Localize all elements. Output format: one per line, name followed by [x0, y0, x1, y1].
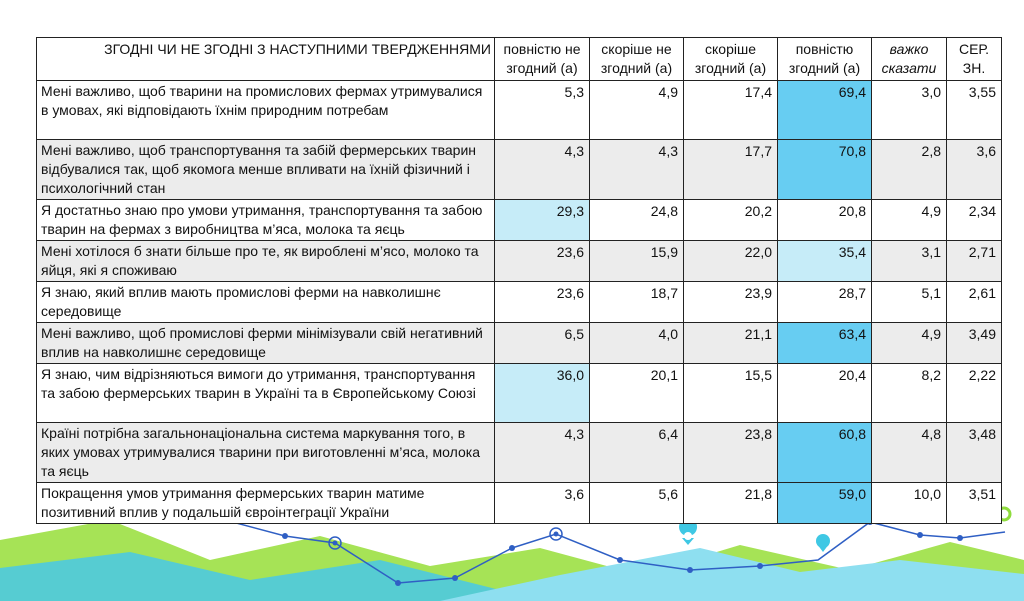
rather-agree-cell: 17,4: [684, 81, 778, 140]
header-rather-agree: скоріше згодний (а): [684, 38, 778, 81]
table-header-row: [37, 38, 1002, 81]
rather-disagree-cell: 15,9: [590, 241, 684, 282]
hard-to-say-cell: 2,8: [872, 140, 947, 200]
rather-agree-cell: 15,5: [684, 364, 778, 423]
fully-agree-cell: 70,8: [778, 140, 872, 200]
rather-agree-cell: 23,8: [684, 423, 778, 483]
fully-disagree-cell: 3,6: [495, 483, 590, 524]
rather-disagree-cell: 6,4: [590, 423, 684, 483]
statement-cell: Я знаю, який вплив мають промислові ферми на навколишнє середовище: [37, 282, 495, 323]
graph-node: [554, 532, 559, 537]
graph-node: [957, 535, 963, 541]
header-fully-agree: повністю згодний (а): [778, 38, 872, 81]
statement-cell: Мені важливо, щоб тварини на промислових фермах утримувалися в умовах, які відповідають їхнім природним потребам: [37, 81, 495, 140]
fully-agree-cell: 35,4: [778, 241, 872, 282]
rather-agree-cell: 20,2: [684, 200, 778, 241]
rather-disagree-cell: 4,0: [590, 323, 684, 364]
graph-node: [687, 567, 693, 573]
mean-cell: 2,61: [947, 282, 1002, 323]
table-row: [37, 140, 1002, 200]
hard-to-say-cell: 4,8: [872, 423, 947, 483]
graph-node: [617, 557, 623, 563]
hard-to-say-cell: 8,2: [872, 364, 947, 423]
rather-disagree-cell: 18,7: [590, 282, 684, 323]
hard-to-say-cell: 3,1: [872, 241, 947, 282]
header-statement: ЗГОДНІ ЧИ НЕ ЗГОДНІ З НАСТУПНИМИ ТВЕРДЖЕННЯМИ: [37, 38, 495, 81]
mean-cell: 2,34: [947, 200, 1002, 241]
hard-to-say-cell: 3,0: [872, 81, 947, 140]
fully-disagree-cell: 36,0: [495, 364, 590, 423]
header-mean: СЕР. ЗН.: [947, 38, 1002, 81]
map-pin-icon: [816, 534, 830, 552]
hard-to-say-cell: 4,9: [872, 200, 947, 241]
rather-agree-cell: 17,7: [684, 140, 778, 200]
graph-node: [917, 532, 923, 538]
fully-agree-cell: 20,4: [778, 364, 872, 423]
table-row: [37, 282, 1002, 323]
mean-cell: 3,6: [947, 140, 1002, 200]
fully-agree-cell: 28,7: [778, 282, 872, 323]
statement-cell: Я знаю, чим відрізняються вимоги до утримання, транспортування та забою фермерських тварин в Україні та в Європейському Союзі: [37, 364, 495, 423]
fully-disagree-cell: 4,3: [495, 140, 590, 200]
graph-node: [333, 541, 338, 546]
mean-cell: 3,49: [947, 323, 1002, 364]
graph-node: [452, 575, 458, 581]
table-row: [37, 81, 1002, 140]
mean-cell: 3,48: [947, 423, 1002, 483]
statement-cell: Мені важливо, щоб транспортування та забій фермерських тварин відбувалися так, щоб якомога менше впливати на їхній фізичний і психологічний стан: [37, 140, 495, 200]
fully-disagree-cell: 6,5: [495, 323, 590, 364]
fully-disagree-cell: 23,6: [495, 282, 590, 323]
rather-agree-cell: 21,1: [684, 323, 778, 364]
mean-cell: 2,22: [947, 364, 1002, 423]
statement-cell: Покращення умов утримання фермерських тварин матиме позитивний вплив у подальшій євроінтеграції України: [37, 483, 495, 524]
rather-agree-cell: 21,8: [684, 483, 778, 524]
hard-to-say-cell: 5,1: [872, 282, 947, 323]
fully-agree-cell: 60,8: [778, 423, 872, 483]
fully-disagree-cell: 23,6: [495, 241, 590, 282]
statement-cell: Країні потрібна загальнонаціональна система маркування того, в яких умовах утримувалися тварини при виготовленні м’яса, молока та яєць: [37, 423, 495, 483]
fully-agree-cell: 69,4: [778, 81, 872, 140]
rather-disagree-cell: 20,1: [590, 364, 684, 423]
rather-agree-cell: 22,0: [684, 241, 778, 282]
survey-table: [36, 37, 1002, 524]
rather-agree-cell: 23,9: [684, 282, 778, 323]
rather-disagree-cell: 4,3: [590, 140, 684, 200]
rather-disagree-cell: 5,6: [590, 483, 684, 524]
mean-cell: 2,71: [947, 241, 1002, 282]
fully-disagree-cell: 29,3: [495, 200, 590, 241]
statement-cell: Я достатньо знаю про умови утримання, транспортування та забою тварин на фермах з виробництва м’яса, молока та яєць: [37, 200, 495, 241]
header-hard-to-say: важко сказати: [872, 38, 947, 81]
graph-node: [757, 563, 763, 569]
table-row: [37, 483, 1002, 524]
table-row: [37, 241, 1002, 282]
hard-to-say-cell: 4,9: [872, 323, 947, 364]
mean-cell: 3,55: [947, 81, 1002, 140]
graph-node: [395, 580, 401, 586]
rather-disagree-cell: 4,9: [590, 81, 684, 140]
table-row: [37, 200, 1002, 241]
table-row: [37, 423, 1002, 483]
fully-disagree-cell: 4,3: [495, 423, 590, 483]
table-row: [37, 323, 1002, 364]
graph-node: [509, 545, 515, 551]
table-row: [37, 364, 1002, 423]
graph-node: [282, 533, 288, 539]
hard-to-say-cell: 10,0: [872, 483, 947, 524]
mean-cell: 3,51: [947, 483, 1002, 524]
fully-agree-cell: 59,0: [778, 483, 872, 524]
fully-agree-cell: 63,4: [778, 323, 872, 364]
statement-cell: Мені важливо, щоб промислові ферми мінімізували свій негативний вплив на навколишнє середовище: [37, 323, 495, 364]
rather-disagree-cell: 24,8: [590, 200, 684, 241]
statement-cell: Мені хотілося б знати більше про те, як вироблені м’ясо, молоко та яйця, які я споживаю: [37, 241, 495, 282]
header-fully-disagree: повністю не згодний (а): [495, 38, 590, 81]
fully-disagree-cell: 5,3: [495, 81, 590, 140]
header-rather-disagree: скоріше не згодний (а): [590, 38, 684, 81]
fully-agree-cell: 20,8: [778, 200, 872, 241]
